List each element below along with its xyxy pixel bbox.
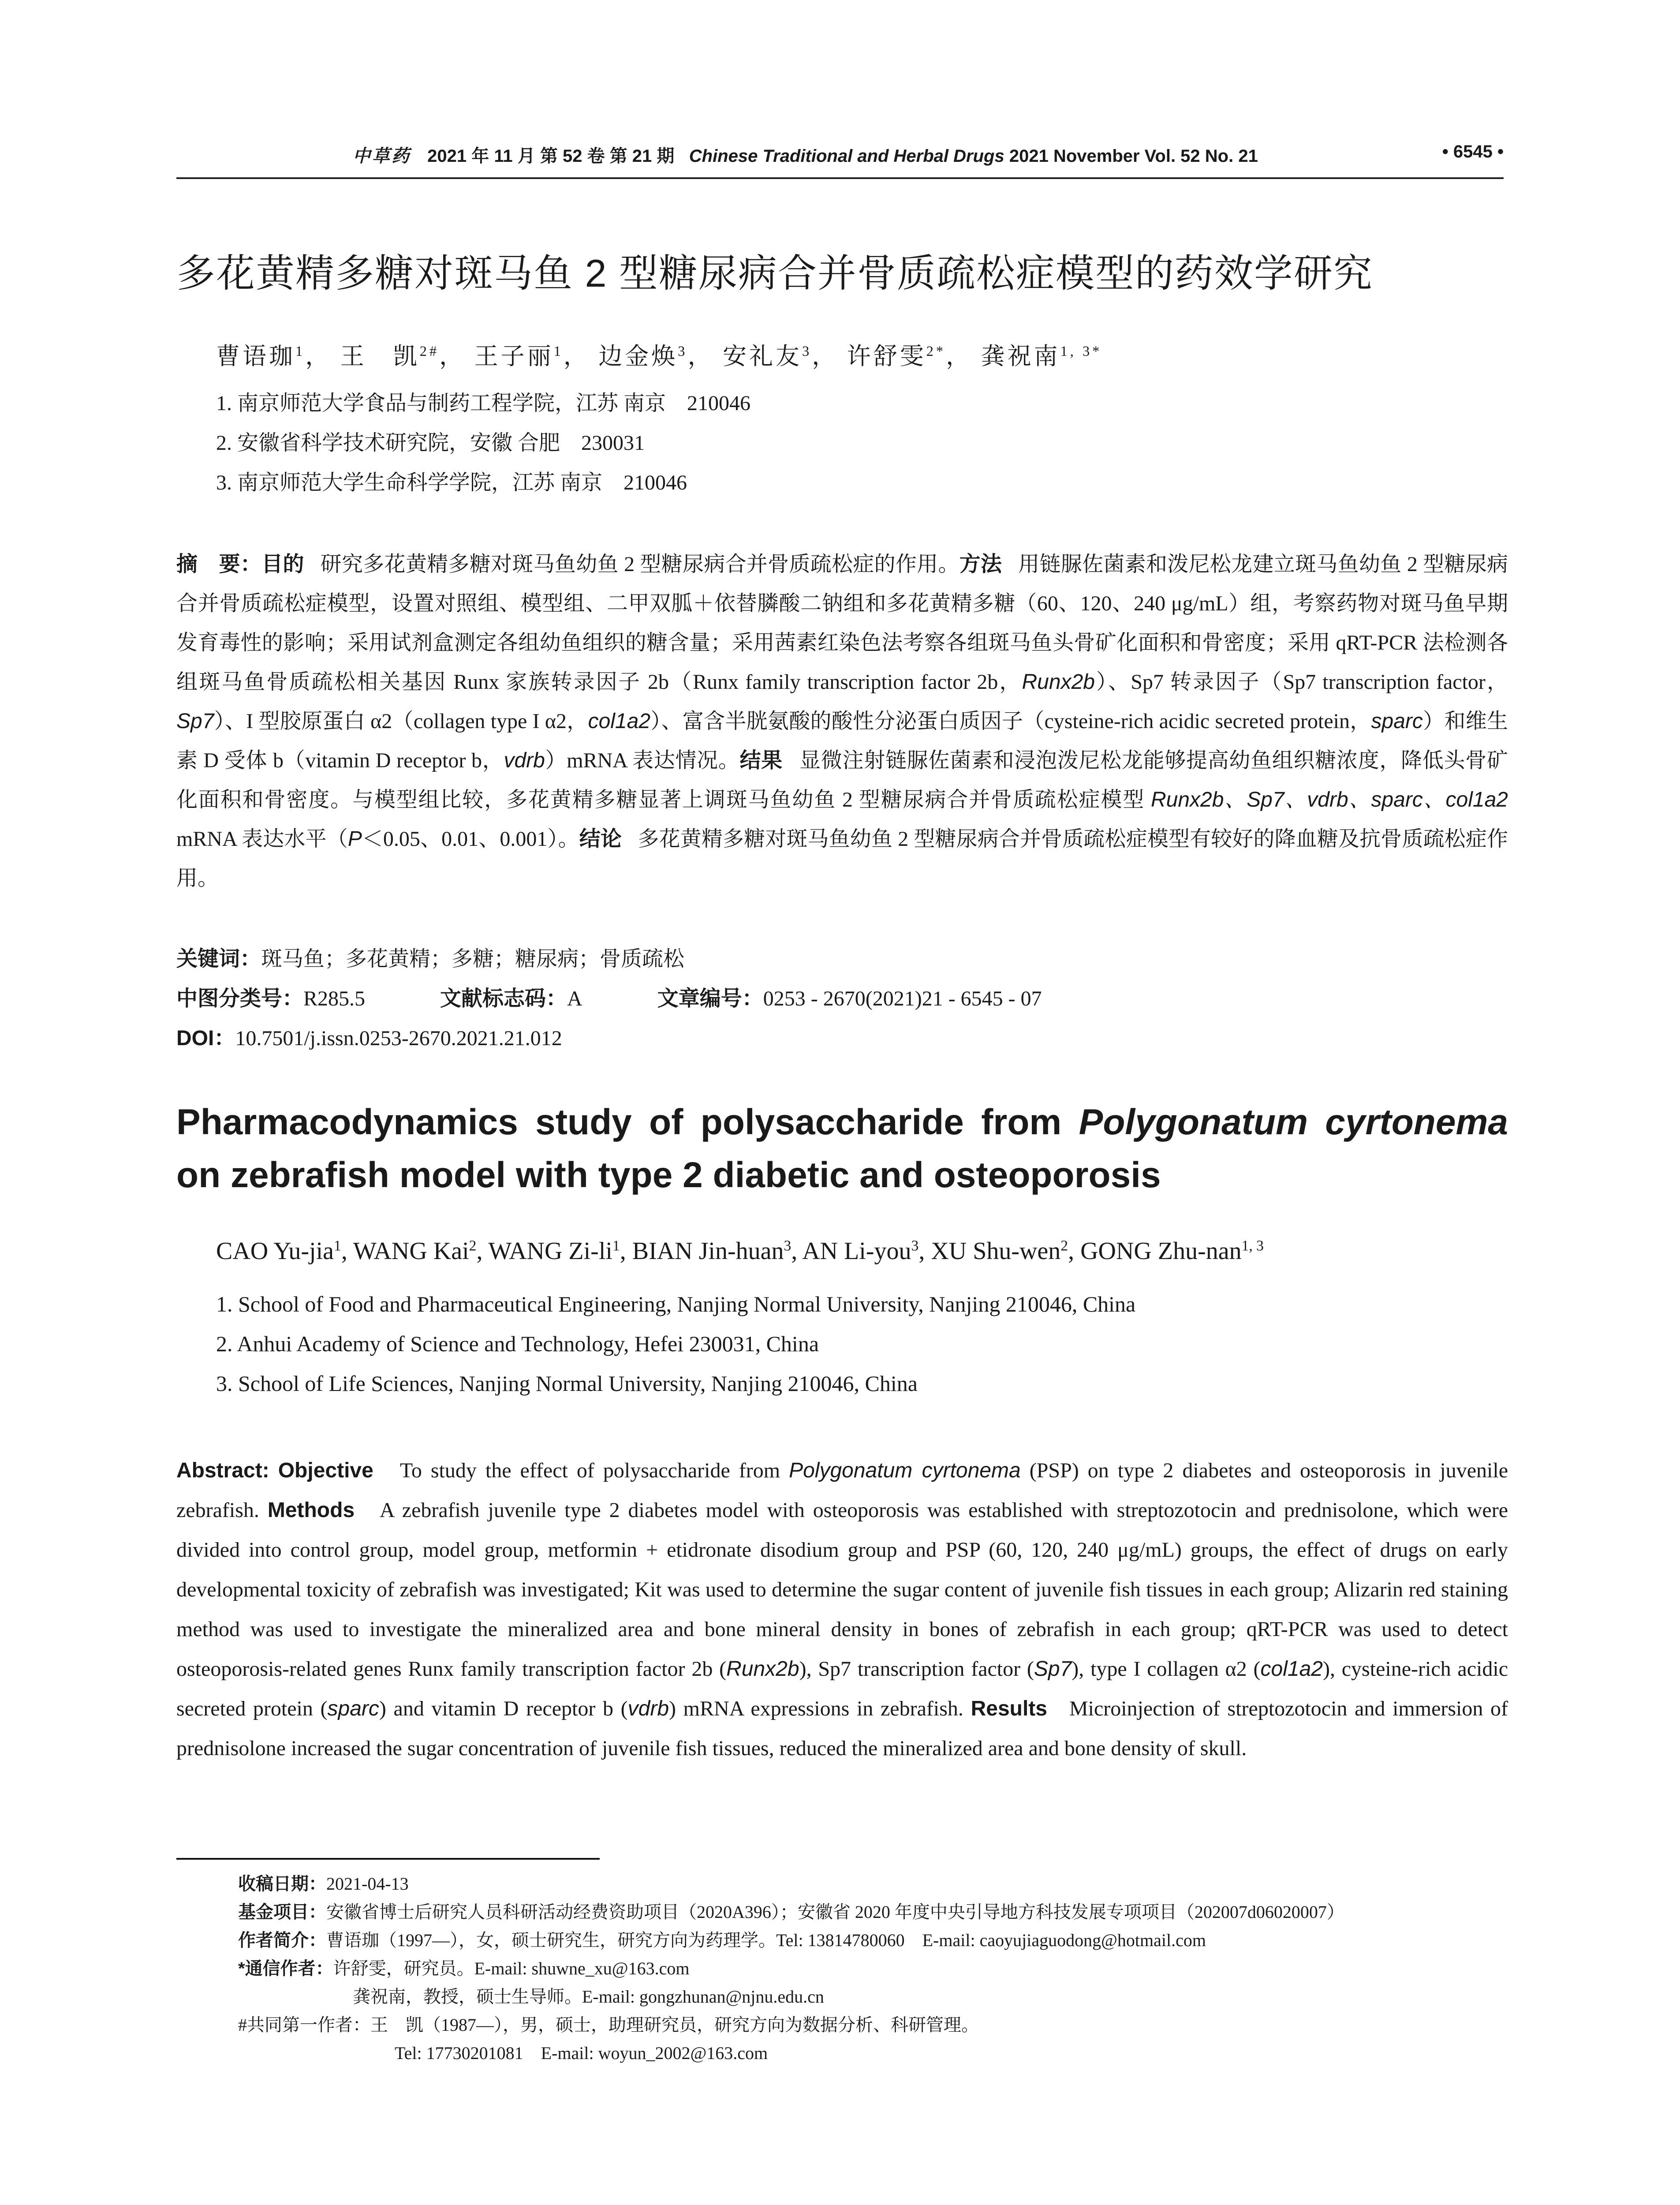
conclusion-label-cn: 结论 bbox=[579, 827, 622, 851]
running-header bbox=[176, 142, 1504, 168]
author-cn: 王 凯$^{2\#}$ bbox=[340, 343, 440, 370]
author-en: CAO Yu-jia$^1$ bbox=[216, 1237, 341, 1265]
header-left bbox=[353, 142, 1258, 167]
methods-label-cn: 方法 bbox=[959, 553, 1002, 576]
article-title-en: Pharmacodynamics study of polysaccharide from Polygonatum cyrtonema on zebrafish model with type 2 diabetic and osteoporosis bbox=[176, 1102, 1508, 1195]
footnote-corresponding-2: 龚祝南，教授，硕士生导师。E-mail: gongzhunan@njnu.edu.cn bbox=[353, 1987, 824, 2007]
author-cn: 龚祝南$^{1, 3*}$ bbox=[981, 343, 1102, 370]
results-label-cn: 结果 bbox=[739, 749, 783, 772]
affiliation-cn-3: 3. 南京师范大学生命科学学院，江苏 南京 210046 bbox=[216, 471, 687, 494]
abstract-label-cn: 摘 要： bbox=[176, 553, 262, 576]
methods-label-en: Methods bbox=[267, 1499, 355, 1522]
affiliation-cn-2: 2. 安徽省科学技术研究院，安徽 合肥 230031 bbox=[216, 431, 645, 455]
author-list-cn: 曹语珈$^1$， 王 凯$^{2\#}$， 王子丽$^1$， 边金焕$^3$， 安礼友$^3$， 许舒雯$^{2*}$， 龚祝南$^{1, 3*}$ bbox=[216, 343, 1102, 370]
clc-number: R285.5 bbox=[303, 987, 366, 1010]
page-number: • 6545 • bbox=[1442, 142, 1504, 161]
document-code: A bbox=[567, 987, 582, 1010]
journal-name-cn: 中草药 bbox=[353, 146, 411, 166]
author-cn: 安礼友$^3$ bbox=[723, 343, 812, 370]
affiliation-en-2: 2. Anhui Academy of Science and Technology, Hefei 230031, China bbox=[216, 1331, 819, 1356]
author-en: AN Li-you$^3$ bbox=[802, 1237, 919, 1265]
affiliation-cn-1: 1. 南京师范大学食品与制药工程学院，江苏 南京 210046 bbox=[216, 392, 751, 415]
author-en: XU Shu-wen$^2$ bbox=[931, 1237, 1068, 1265]
doi[interactable]: 10.7501/j.issn.0253-2670.2021.21.012 bbox=[235, 1027, 562, 1050]
affiliation-en-3: 3. School of Life Sciences, Nanjing Normal University, Nanjing 210046, China bbox=[216, 1371, 918, 1396]
author-cn: 王子丽$^1$ bbox=[474, 343, 564, 370]
author-cn: 许舒雯$^{2*}$ bbox=[847, 343, 946, 370]
results-label-en: Results bbox=[971, 1697, 1047, 1720]
abstract-cn: 摘 要：目的 研究多花黄精多糖对斑马鱼幼鱼 2 型糖尿病合并骨质疏松症的作用。方法 用链脲佐菌素和泼尼松龙建立斑马鱼幼鱼 2 型糖尿病合并骨质疏松症模型，设置对照组、模型组、二甲双胍＋依替膦酸二钠组和多花黄精多糖（60、120、240 μg/mL）组，考察药物对斑马鱼早期发育毒性的影响；采用试剂盒测定各组幼鱼组织的糖含量；采用茜素红染色法考察各组斑马鱼头骨矿化面积和骨密度；采用 qRT-PCR 法检测各组斑马鱼骨质疏松相关基因 Runx 家族转录因子 2b（Runx family transcription factor 2b，Runx2b）、Sp7 转录因子（Sp7 transcription factor，Sp7）、I 型胶原蛋白 α2（collagen type I α2，col1a2）、富含半胱氨酸的酸性分泌蛋白质因子（cysteine-rich acidic secreted protein，sparc）和维生素 D 受体 b（vitamin D receptor b，vdrb）mRNA 表达情况。结果 显微注射链脲佐菌素和浸泡泼尼松龙能够提高幼鱼组织糖浓度，降低头骨矿化面积和骨密度。与模型组比较，多花黄精多糖显著上调斑马鱼幼鱼 2 型糖尿病合并骨质疏松症模型 Runx2b、Sp7、vdrb、sparc、col1a2 mRNA 表达水平（P＜0.05、0.01、0.001）。结论 多花黄精多糖对斑马鱼幼鱼 2 型糖尿病合并骨质疏松症模型有较好的降血糖及抗骨质疏松症作用。 bbox=[176, 553, 1508, 890]
footnote-rule bbox=[176, 1858, 600, 1860]
footnote-fund: 基金项目：安徽省博士后研究人员科研活动经费资助项目（2020A396）；安徽省 2020 年度中央引导地方科技发展专项项目（202007d06020007） bbox=[238, 1902, 1344, 1922]
keywords: 斑马鱼；多花黄精；多糖；糖尿病；骨质疏松 bbox=[261, 947, 685, 971]
footnote-received: 收稿日期：2021-04-13 bbox=[238, 1874, 409, 1894]
author-en: BIAN Jin-huan$^3$ bbox=[632, 1237, 791, 1265]
objective-label-cn: 目的 bbox=[261, 553, 304, 576]
keywords-line bbox=[176, 944, 1508, 975]
footnote-author: 作者简介：曹语珈（1997—），女，硕士研究生，研究方向为药理学。Tel: 13814780060 E-mail: caoyujiaguodong@hotmail.com bbox=[238, 1930, 1206, 1950]
footnote-cofirst: #共同第一作者：王 凯（1987—），男，硕士，助理研究员，研究方向为数据分析、科研管理。 bbox=[238, 2015, 979, 2035]
keywords-label: 关键词： bbox=[176, 947, 261, 971]
author-cn: 边金焕$^3$ bbox=[598, 343, 688, 370]
issue-date-cn: 2021 年 11 月 第 52 卷 第 21 期 bbox=[427, 146, 675, 166]
footnote-corresponding: *通信作者：许舒雯，研究员。E-mail: shuwne_xu@163.com bbox=[238, 1958, 690, 1978]
header-rule bbox=[176, 177, 1504, 179]
footnote-cofirst-contact: Tel: 17730201081 E-mail: woyun_2002@163.com bbox=[395, 2043, 768, 2063]
doi-line: DOI：10.7501/j.issn.0253-2670.2021.21.012 bbox=[176, 1027, 562, 1050]
classification-line: 中图分类号：R285.5 文献标志码：A 文章编号：0253 - 2670(2021)21 - 6545 - 07 bbox=[176, 987, 1042, 1010]
article-number: 0253 - 2670(2021)21 - 6545 - 07 bbox=[763, 987, 1042, 1010]
journal-name-en: Chinese Traditional and Herbal Drugs bbox=[689, 146, 1004, 166]
abstract-label-en: Abstract: bbox=[176, 1459, 269, 1482]
issue-date-en: 2021 November Vol. 52 No. 21 bbox=[1009, 146, 1258, 166]
article-title-cn: 多花黄精多糖对斑马鱼 2 型糖尿病合并骨质疏松症模型的药效学研究 bbox=[176, 251, 1373, 295]
author-list-en: CAO Yu-jia$^1$, WANG Kai$^2$, WANG $Zi-li^1$, BIAN Jin-huan$^3$, AN Li-you$^3$, XU Shu-wen$^2$, GONG Zhu-nan$^{1, 3}$ bbox=[216, 1237, 1264, 1265]
author-cn: 曹语珈$^1$ bbox=[216, 343, 306, 370]
author-en: WANG $Zi-li^1$ bbox=[488, 1237, 620, 1265]
author-en: WANG Kai$^2$ bbox=[353, 1237, 477, 1265]
affiliation-en-1: 1. School of Food and Pharmaceutical Engineering, Nanjing Normal University, Nanjing 210046, China bbox=[216, 1292, 1136, 1316]
abstract-en: Abstract: Objective To study the effect of polysaccharide from Polygonatum cyrtonema (PSP) on type 2 diabetes and osteoporosis in juvenile zebrafish. Methods A zebrafish juvenile type 2 diabetes model with osteoporosis was established with streptozotocin and prednisolone, which were divided into control group, model group, metformin + etidronate disodium group and PSP (60, 120, 240 μg/mL) groups, the effect of drugs on early developmental toxicity of zebrafish was investigated; Kit was used to determine the sugar content of juvenile fish tissues in each group; Alizarin red staining method was used to investigate the mineralized area and bone mineral density in bones of zebrafish in each group; qRT-PCR was used to detect osteoporosis-related genes Runx family transcription factor 2b (Runx2b), Sp7 transcription factor (Sp7), type I collagen α2 (col1a2), cysteine-rich acidic secreted protein (sparc) and vitamin D receptor b (vdrb) mRNA expressions in zebrafish. Results Microinjection of streptozotocin and immersion of prednisolone increased the sugar concentration of juvenile fish tissues, reduced the mineralized area and bone density of skull. bbox=[176, 1459, 1508, 1760]
objective-label-en: Objective bbox=[278, 1459, 373, 1482]
author-en: GONG Zhu-nan$^{1, 3}$ bbox=[1080, 1237, 1264, 1265]
